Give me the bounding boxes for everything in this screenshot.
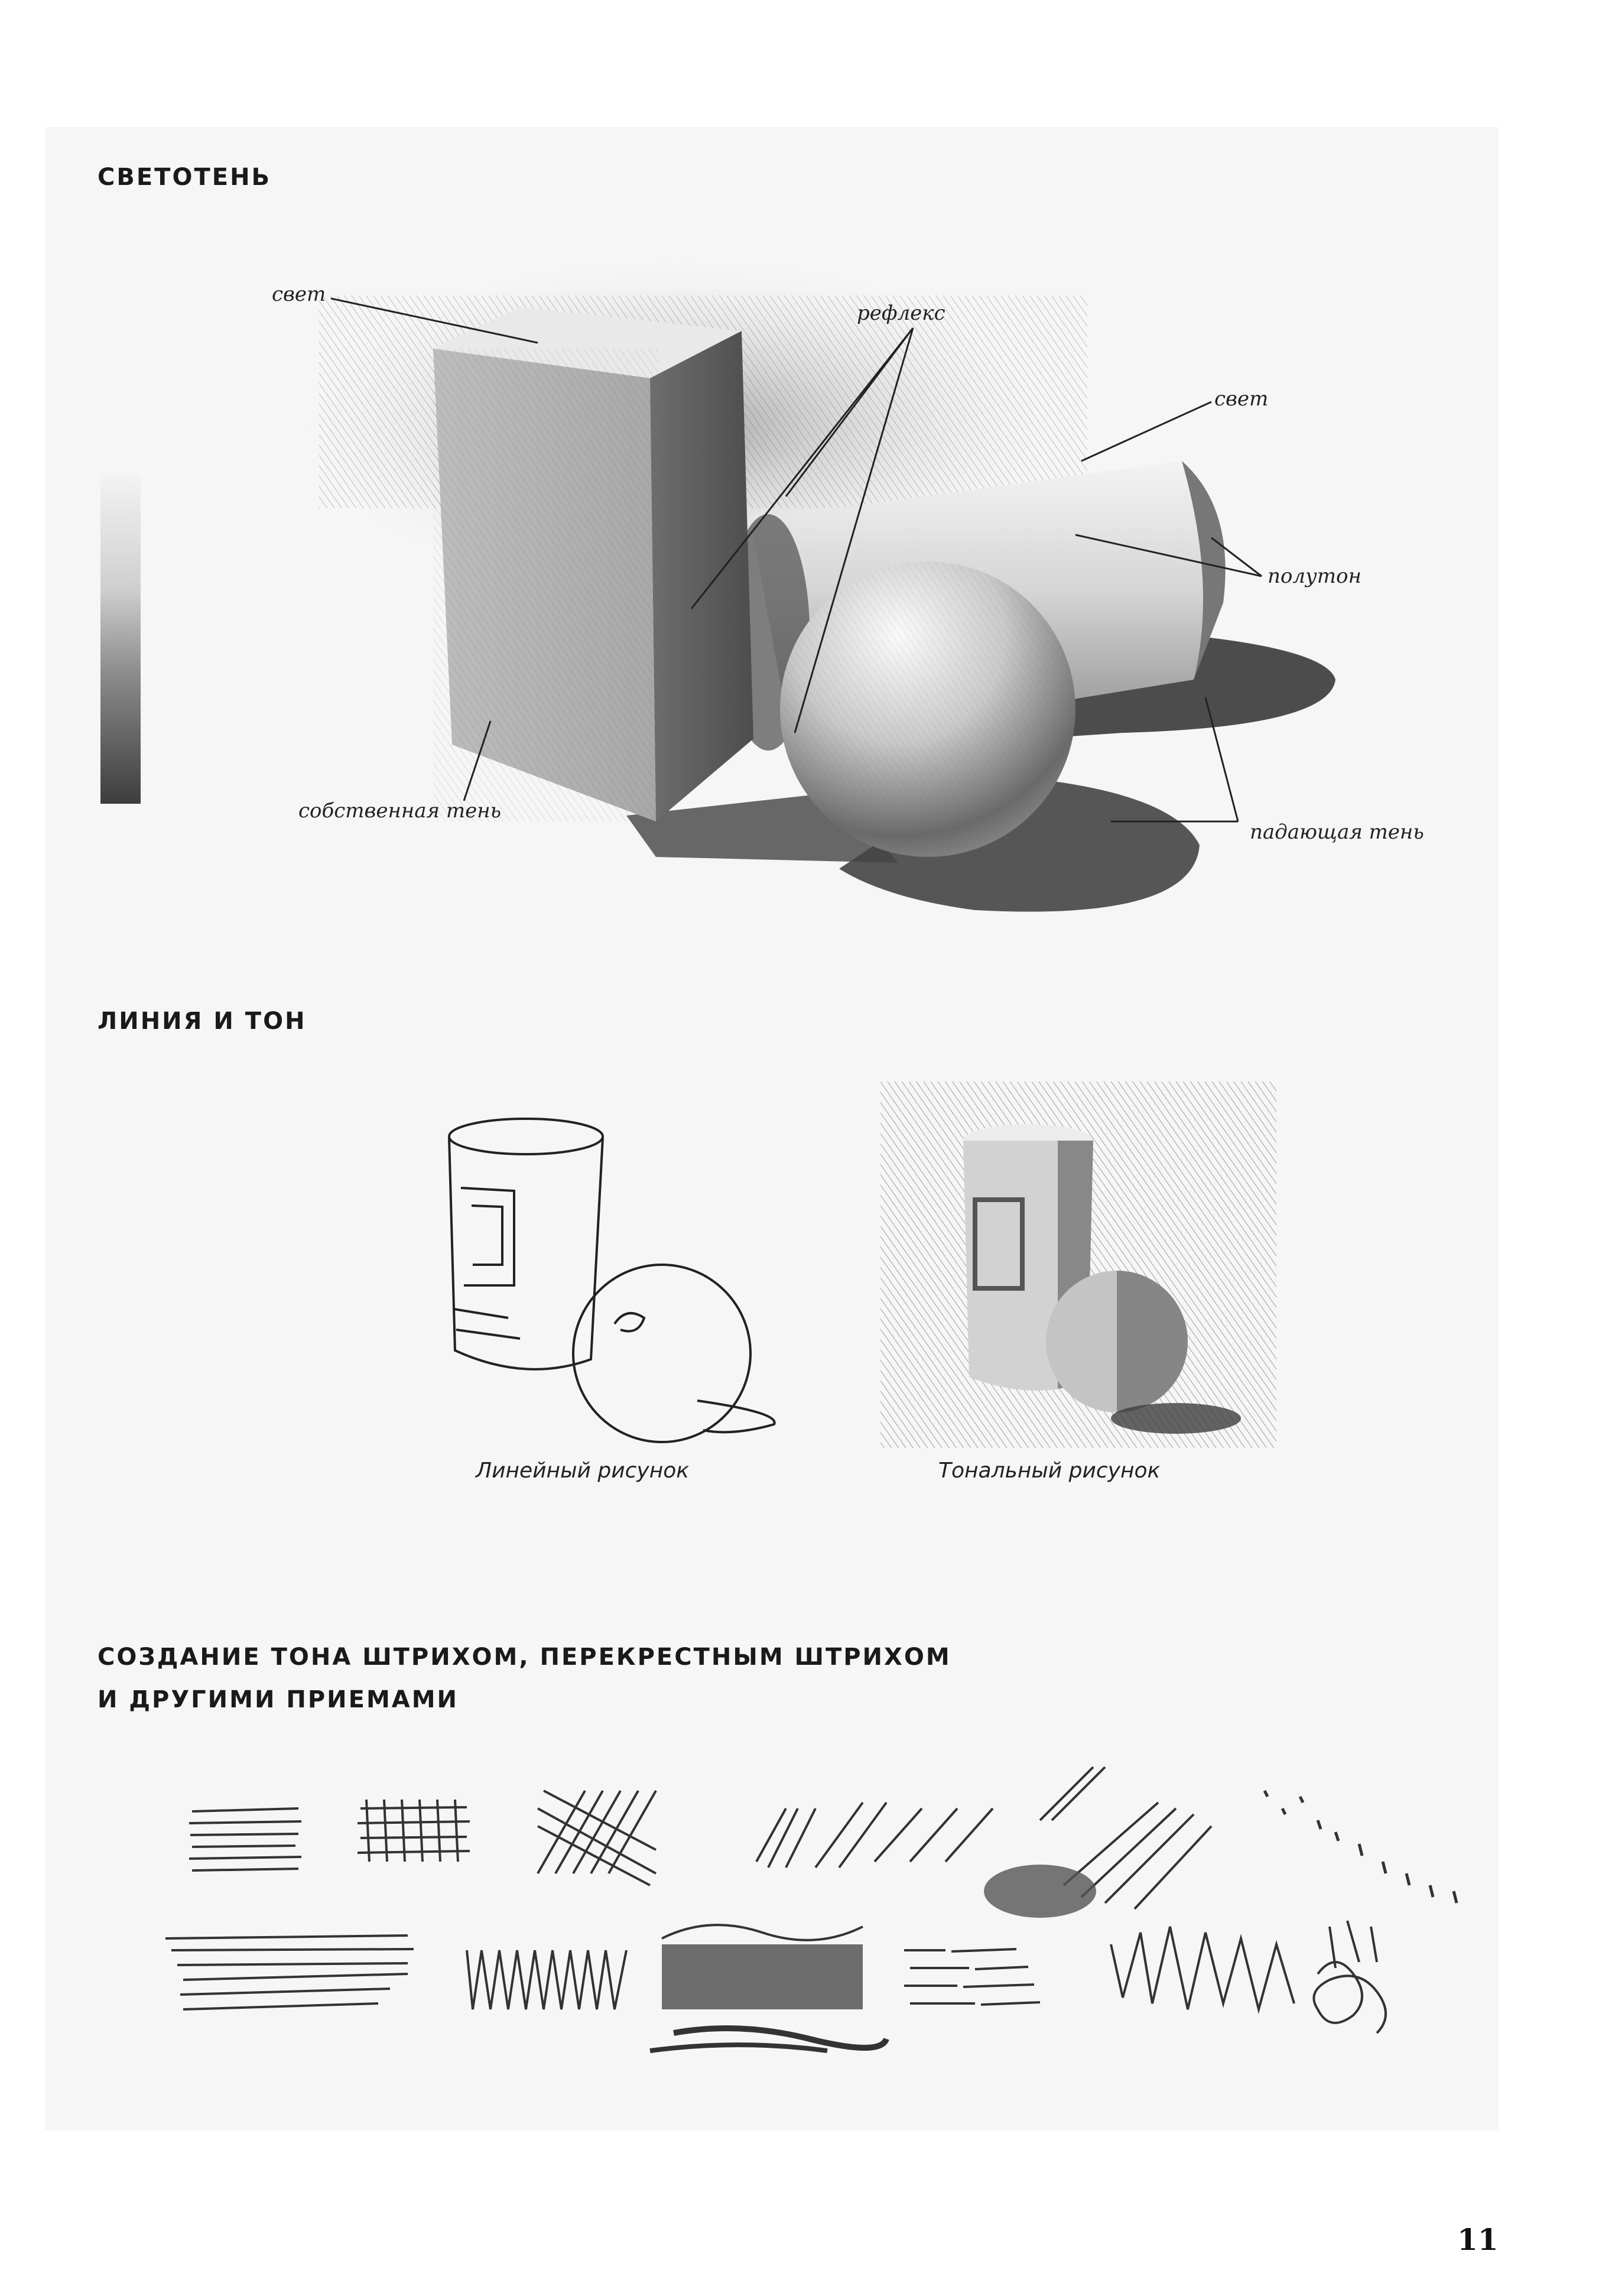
sample-grass-strokes	[467, 1950, 626, 2009]
label-cast-shadow: падающая тень	[1250, 820, 1424, 844]
sample-loose-scribble	[1111, 1927, 1294, 2009]
caption-tonal-drawing: Тональный рисунок	[938, 1459, 1161, 1483]
section-title-hatching-line-2: И ДРУГИМИ ПРИЕМАМИ	[98, 1686, 459, 1713]
label-light-box: свет	[272, 282, 326, 306]
sample-diagonal-crosshatch	[538, 1791, 656, 1885]
hatching-samples	[165, 1767, 1457, 2051]
tonal-drawing	[880, 1082, 1276, 1448]
sample-multidirectional	[756, 1803, 993, 1868]
sample-smudge	[984, 1865, 1096, 1918]
section-title-chiaroscuro: СВЕТОТЕНЬ	[98, 164, 272, 191]
sample-dense-block	[650, 1925, 886, 2051]
sample-curls	[1314, 1921, 1386, 2033]
sample-parallel	[189, 1808, 301, 1870]
sample-dashes	[904, 1949, 1040, 2005]
page-number: 11	[1457, 2222, 1499, 2257]
sample-long-strokes	[165, 1935, 414, 2009]
sample-crosshatch	[358, 1800, 470, 1862]
linear-drawing	[449, 1119, 775, 1442]
label-halftone: полутон	[1268, 564, 1361, 588]
label-own-shadow: собственная тень	[298, 799, 502, 823]
box-side	[650, 331, 753, 821]
label-reflex: рефлекс	[857, 301, 945, 325]
label-light-cylinder: свет	[1214, 387, 1269, 411]
section-title-hatching-line-1: СОЗДАНИЕ ТОНА ШТРИХОМ, ПЕРЕКРЕСТНЫМ ШТРИХОМ	[98, 1644, 951, 1671]
sample-stipple	[1265, 1791, 1457, 1903]
tonal-scale-bar	[100, 473, 141, 804]
section-title-line-and-tone: ЛИНИЯ И ТОН	[98, 1008, 307, 1035]
caption-linear-drawing: Линейный рисунок	[476, 1459, 690, 1483]
